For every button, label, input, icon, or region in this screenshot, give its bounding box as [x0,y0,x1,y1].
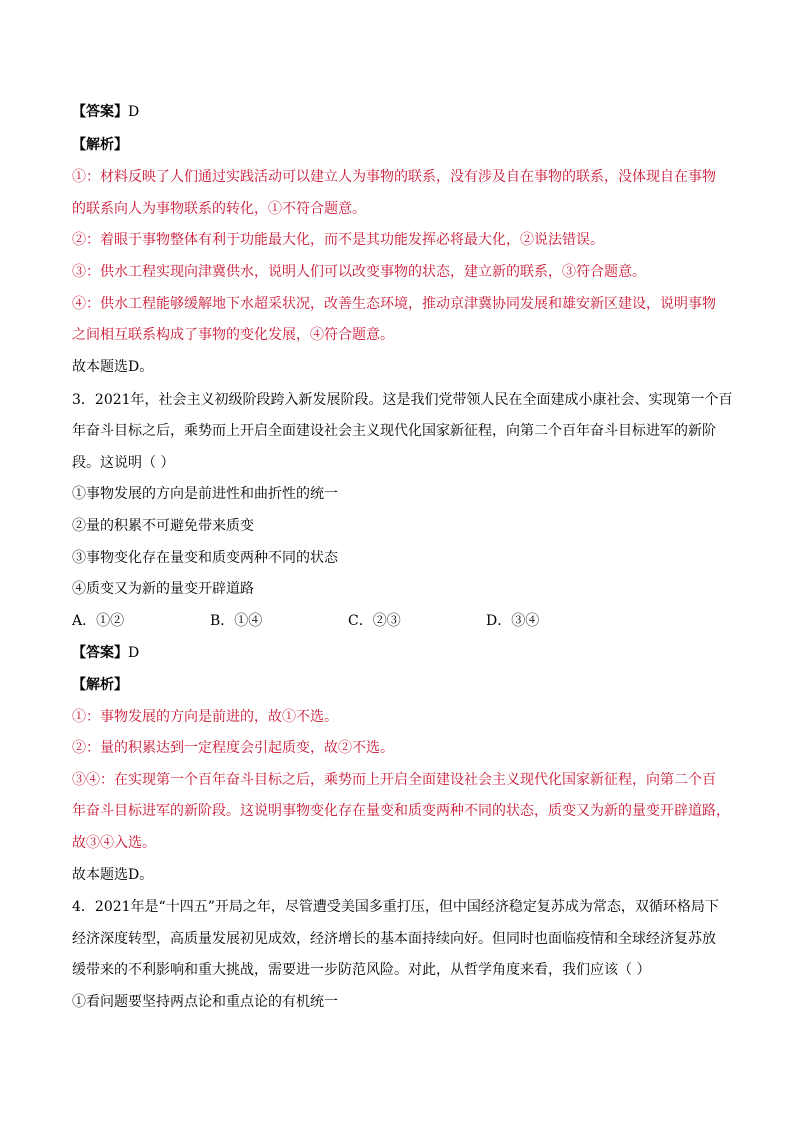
q2-analysis-line: 之间相互联系构成了事物的变化发展，④符合题意。 [72,327,394,343]
q4-stem-line: 经济深度转型，高质量发展初见成效，经济增长的基本面持续向好。但同时也面临疫情和全球经济复苏放 [72,931,716,947]
q3-stem-line: 年奋斗目标之后，乘势而上开启全面建设社会主义现代化国家新征程，向第二个百年奋斗目标进军的新阶 [72,423,716,439]
q3-statement: ①事物发展的方向是前进性和曲折性的统一 [72,486,338,502]
q2-analysis-line: 的联系向人为事物联系的转化，①不符合题意。 [72,201,366,217]
q4-stem-line: 缓带来的不利影响和重大挑战，需要进一步防范风险。对此，从哲学角度来看，我们应该（ ） [72,962,651,978]
q3-answer-line [72,644,732,662]
q3-statement: ②量的积累不可避免带来质变 [72,518,254,534]
q2-answer-value: D [128,104,140,120]
q3-analysis-label-line [72,676,732,694]
q3-conclusion: 故本题选D。 [72,867,154,883]
q2-analysis-label: 【解析】 [72,137,128,153]
q3-analysis-line: ③④：在实现第一个百年奋斗目标之后，乘势而上开启全面建设社会主义现代化国家新征程，向第二个百 [72,772,716,788]
q3-analysis-line: 年奋斗目标进军的新阶段。这说明事物变化存在量变和质变两种不同的状态，质变又为新的量变开辟道路， [72,803,730,819]
q2-analysis-line: ②：着眼于事物整体有利于功能最大化，而不是其功能发挥必将最大化，②说法错误。 [72,232,604,248]
q4-stem-line: 4．2021年是“十四五”开局之年，尽管遭受美国多重打压，但中国经济稳定复苏成为常态，双循环格局下 [72,899,719,915]
q3-option-c: C．②③ [348,613,401,629]
q3-analysis-line: 故③④入选。 [72,835,156,851]
q3-option-a: A．①② [72,613,125,629]
q3-answer-value: D [128,645,140,661]
q2-answer-label: 【答案】 [72,104,128,120]
q2-analysis-label-line [72,136,732,154]
q4-statement: ①看问题要坚持两点论和重点论的有机统一 [72,994,338,1010]
q3-analysis-line: ①：事物发展的方向是前进的，故①不选。 [72,709,338,725]
q3-stem-line: 段。这说明（ ） [72,455,175,471]
q3-analysis-line: ②：量的积累达到一定程度会引起质变，故②不选。 [72,740,394,756]
q3-option-b: B．①④ [210,613,263,629]
q2-answer-line [72,103,732,121]
q3-analysis-label: 【解析】 [72,677,128,693]
q2-analysis-line: ④：供水工程能够缓解地下水超采状况，改善生态环境，推动京津冀协同发展和雄安新区建设，说明事物 [72,296,716,312]
q2-analysis-line: ③：供水工程实现向津冀供水，说明人们可以改变事物的状态，建立新的联系，③符合题意。 [72,264,646,280]
q2-analysis-line: ①：材料反映了人们通过实践活动可以建立人为事物的联系，没有涉及自在事物的联系，没体现自在事物 [72,169,716,185]
q3-stem-line: 3．2021年，社会主义初级阶段跨入新发展阶段。这是我们党带领人民在全面建成小康社会、实现第一个百 [72,392,733,408]
q3-answer-label: 【答案】 [72,645,128,661]
q3-statement: ④质变又为新的量变开辟道路 [72,581,254,597]
q2-conclusion: 故本题选D。 [72,359,154,375]
q3-statement: ③事物变化存在量变和质变两种不同的状态 [72,550,338,566]
q3-option-d: D．③④ [486,613,540,629]
